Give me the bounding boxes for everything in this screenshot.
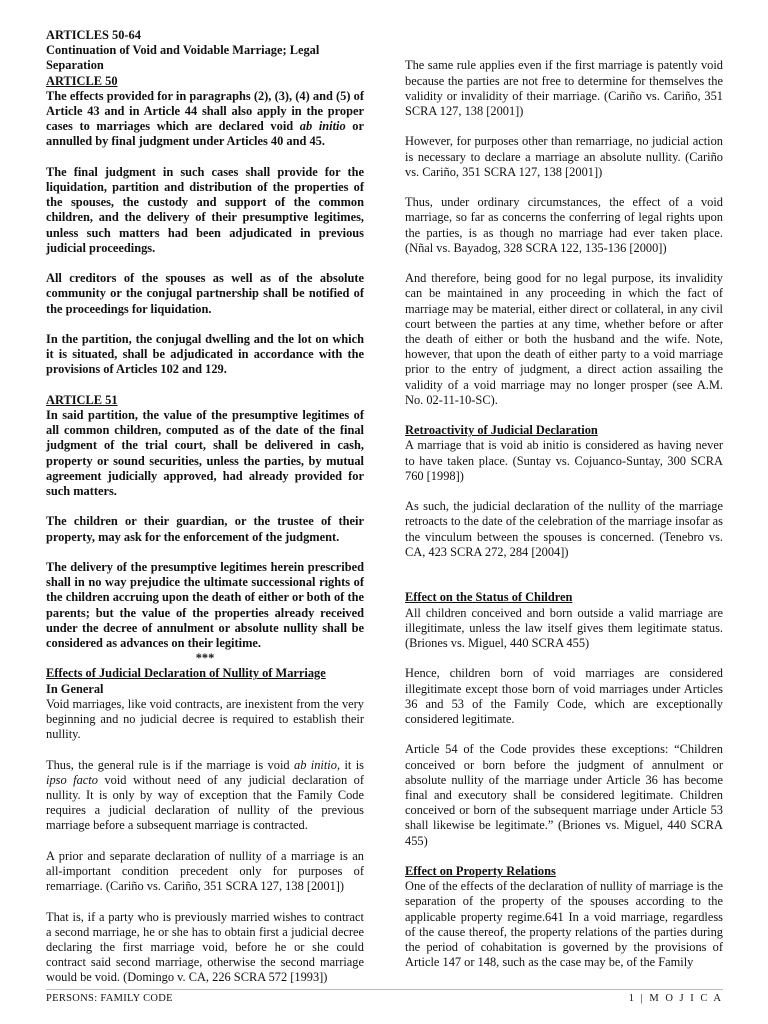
article-50-paragraph-3: All creditors of the spouses as well as of the absolute community or the conjugal partnership shall be notified of the proceedings for liquidation. [46,271,364,316]
article-51-paragraph-2: The children or their guardian, or the trustee of their property, may ask for the enforcement of the judgment. [46,514,364,544]
effects-heading: Effects of Judicial Declaration of Nullity of Marriage [46,666,326,681]
general-paragraph-3: A prior and separate declaration of nullity of a marriage is an all-important condition precedent only for purposes of remarriage. (Cariño vs. Cariño, 351 SCRA 127, 138 [2001]) [46,848,364,894]
article-50-paragraph-4: In the partition, the conjugal dwelling and the lot on which it is situated, shall be adjudicated in accordance with the provisions of Articles 102 and 129. [46,332,364,377]
document-subtitle: Continuation of Void and Voidable Marriage; Legal Separation [46,43,320,73]
status-paragraph-3: Article 54 of the Code provides these exceptions: “Children conceived or born before the judgment of annulment or absolute nullity of the marriage under Article 36 has become final and executory shall be considered legitimate. Children conceived or born of the subsequent marriage under Article 53 shall likewise be legitimate.” (Briones vs. Miguel, 440 SCRA 455) [405,742,723,848]
page-number: 1 | M O J I C A [628,993,723,1004]
article-50-heading: ARTICLE 50 [46,73,118,88]
general-paragraph-4: That is, if a party who is previously married wishes to contract a second marriage, he or she has to obtain first a judicial decree declaring the first marriage void, before he or she could contract said second marriage, otherwise the second marriage would be void. (Domingo v. CA, 226 SCRA 572 [1993]) [46,909,364,985]
right-paragraph-4: And therefore, being good for no legal purpose, its invalidity can be maintained in any proceeding in which the fact of marriage may be material, either direct or collateral, in any civil court between the parties at any time, whether before or after the death of either or both the husband and the wife. Note, however, that upon the death of either party to a void marriage prior to the entry of judgment, a direct action assailing the validity of a void marriage may no longer prosper (see A.M. No. 02-11-10-SC). [405,271,723,407]
in-general-heading: In General [46,681,104,696]
article-50-paragraph-2: The final judgment in such cases shall provide for the liquidation, partition and distribution of the properties of the spouses, the custody and support of the common children, and the delivery of their presumptive legitimes, unless such matters had been adjudicated in previous judicial proceedings. [46,164,364,255]
retroactivity-paragraph-1: A marriage that is void ab initio is considered as having never to have taken place. (Suntay vs. Cojuanco-Suntay, 300 SCRA 760 [1998]) [405,438,723,483]
section-separator: *** [195,651,215,666]
property-relations-heading: Effect on Property Relations [405,863,556,878]
general-paragraph-1: Void marriages, like void contracts, are inexistent from the very beginning and no judicial decree is required to establish their nullity. [46,696,364,742]
article-51-heading: ARTICLE 51 [46,392,118,407]
general-paragraph-2: Thus, the general rule is if the marriage is void ab initio, it is ipso facto void without need of any judicial declaration of nullity. It is only by way of exception that the Family Code requires a judicial declaration of nullity of the previous marriage before a subsequent marriage is contracted. [46,757,364,833]
left-column [46,28,364,1001]
document-title: ARTICLES 50-64 [46,28,141,42]
right-column [405,28,723,970]
right-paragraph-1: The same rule applies even if the first marriage is patently void because the parties are not free to determine for themselves the validity or invalidity of their marriage. (Cariño vs. Cariño, 351 SCRA 127, 138 [2001]) [405,58,723,118]
footer-divider [46,989,723,990]
status-paragraph-1: All children conceived and born outside a valid marriage are illegitimate, unless the law itself gives them legitimate status. (Briones vs. Miguel, 440 SCRA 455) [405,605,723,650]
article-50-paragraph-1: The effects provided for in paragraphs (2), (3), (4) and (5) of Article 43 and in Article 44 shall also apply in the proper cases to marriages which are declared void ab initio or annulled by final judgment under Articles 40 and 45. [46,88,364,149]
right-paragraph-3: Thus, under ordinary circumstances, the effect of a void marriage, so far as concerns the conferring of legal rights upon the parties, is as though no marriage had ever taken place. (Nñal vs. Bayadog, 328 SCRA 122, 135-136 [2000]) [405,195,723,255]
footer-title: PERSONS: FAMILY CODE [46,993,173,1004]
article-51-paragraph-1: In said partition, the value of the presumptive legitimes of all common children, computed as of the date of the final judgment of the trial court, shall be delivered in cash, property or sound securities, unless the parties, by mutual agreement judicially approved, had already provided for such matters. [46,408,364,499]
status-paragraph-2: Hence, children born of void marriages are considered illegitimate except those born of void marriages under Articles 36 and 53 of the Family Code, which are exceptionally considered legitimate. [405,666,723,726]
retroactivity-heading: Retroactivity of Judicial Declaration [405,423,598,438]
property-paragraph-1: One of the effects of the declaration of nullity of marriage is the separation of the property of the spouses according to the applicable property regime.641 In a void marriage, regardless of the cause thereof, the property relations of the parties during the period of cohabitation is governed by the provisions of Article 147 or 148, such as the case may be, of the Family [405,879,723,970]
retroactivity-paragraph-2: As such, the judicial declaration of the nullity of the marriage retroacts to the date of the celebration of the marriage insofar as the vinculum between the spouses is concerned. (Tenebro vs. CA, 423 SCRA 272, 284 [2004]) [405,499,723,559]
status-children-heading: Effect on the Status of Children [405,590,573,605]
article-51-paragraph-3: The delivery of the presumptive legitimes herein prescribed shall in no way prejudice the ultimate successional rights of the children accruing upon the death of either or both of the parents; but the value of the properties already received under the decree of annulment or absolute nullity shall be considered as advances on their legitime. [46,560,364,651]
right-paragraph-2: However, for purposes other than remarriage, no judicial action is necessary to declare a marriage an absolute nullity. (Cariño vs. Cariño, 351 SCRA 127, 138 [2001]) [405,134,723,179]
